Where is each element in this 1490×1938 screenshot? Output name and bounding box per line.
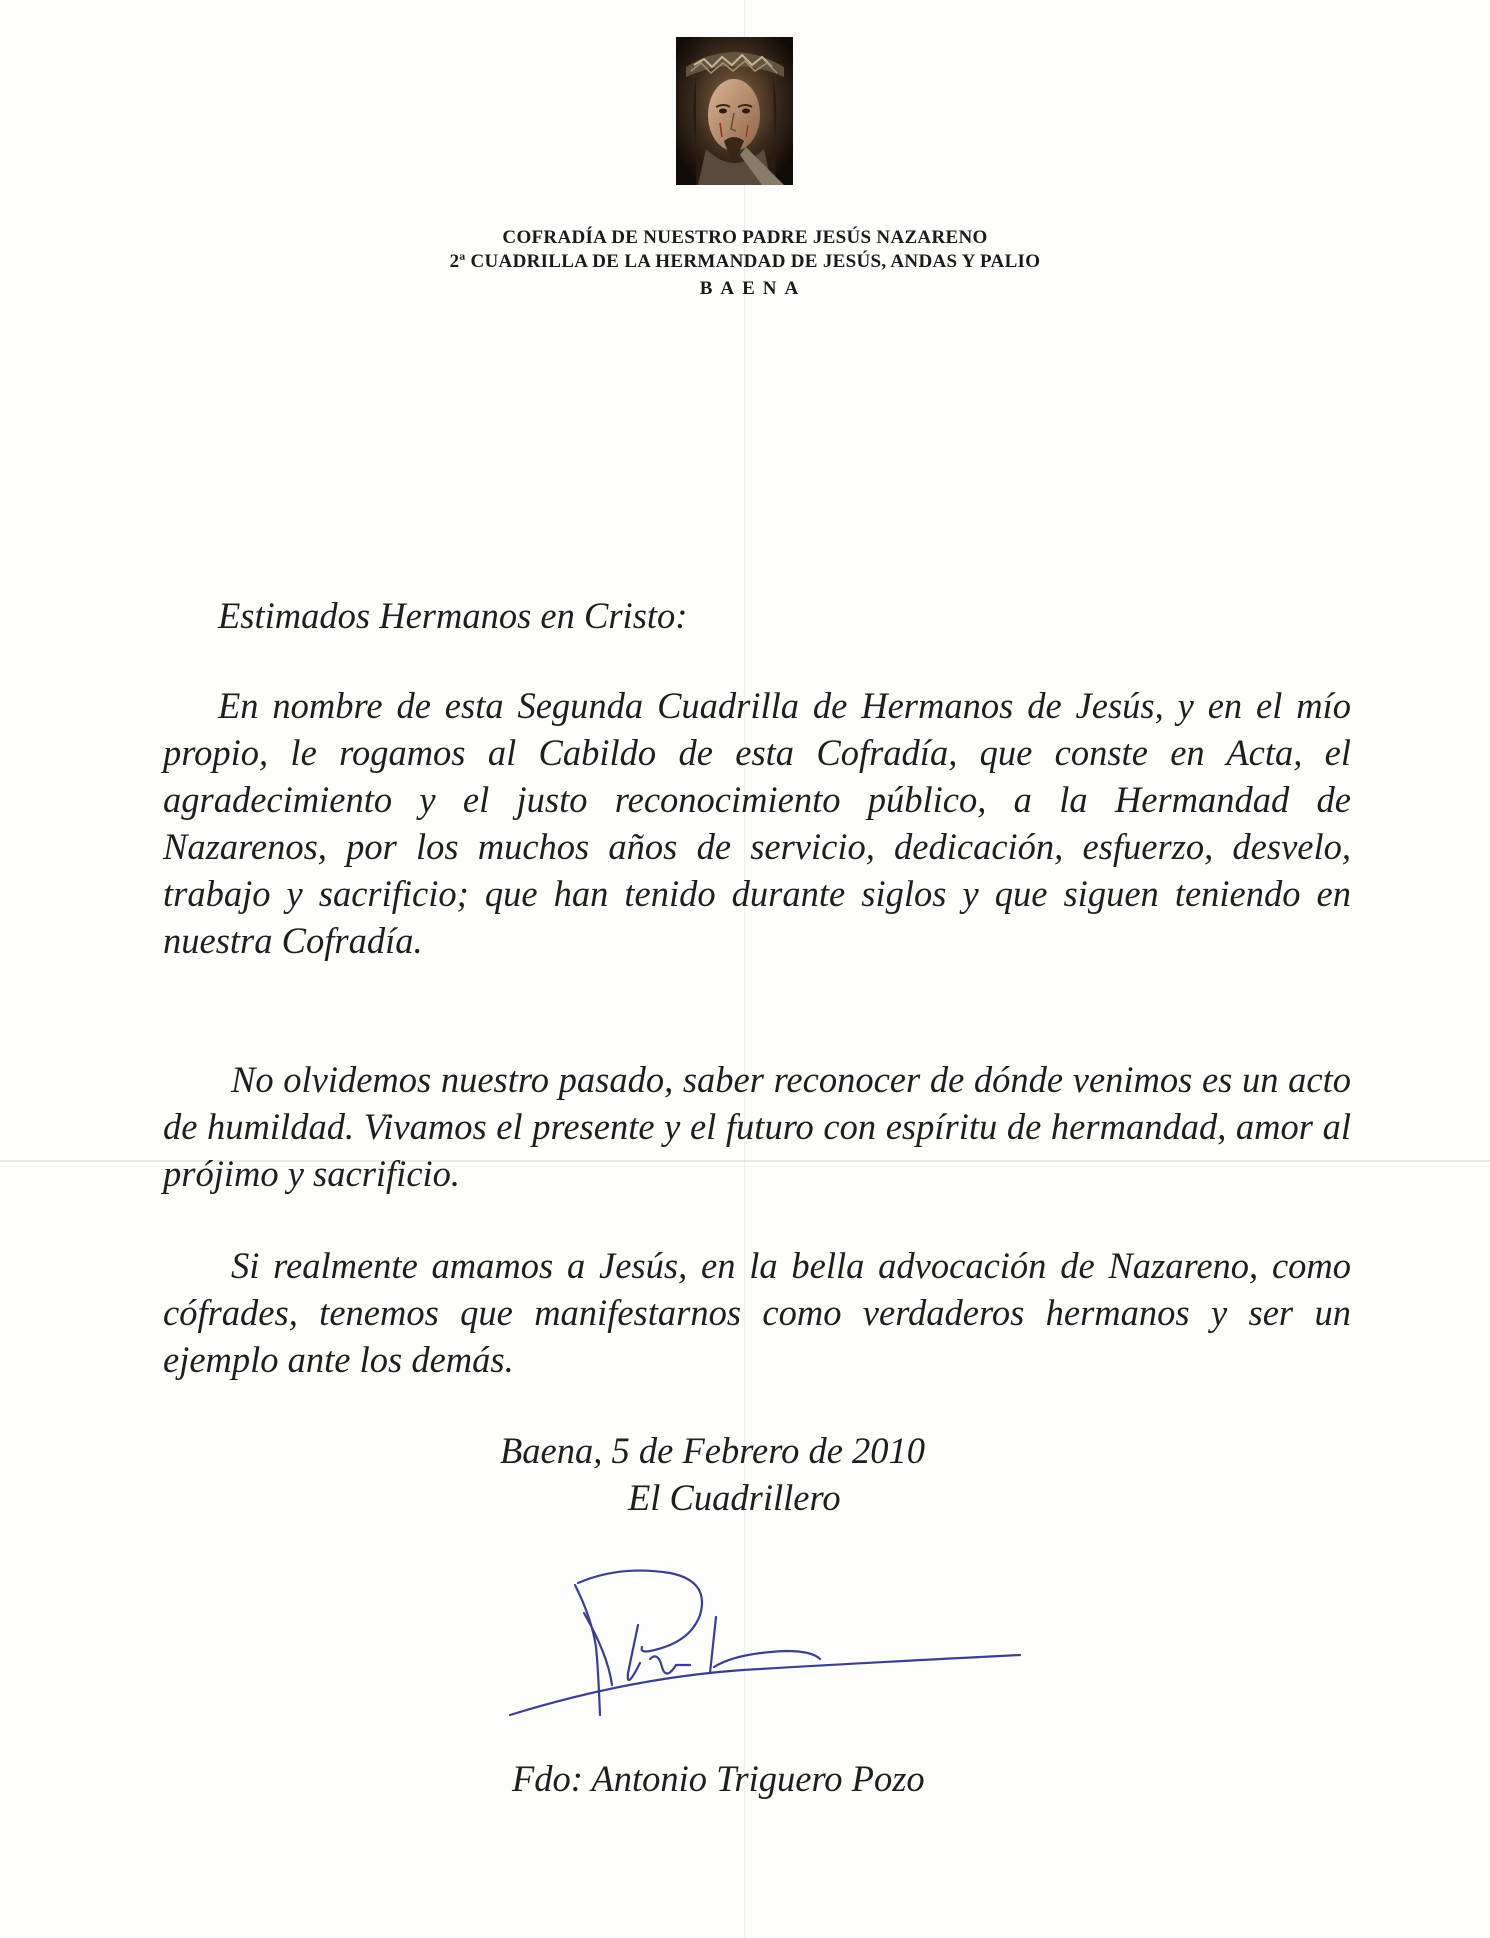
letterhead-line-3: BAENA [699,278,807,299]
nazareno-portrait-icon [676,37,793,185]
letterhead-line-1: COFRADÍA DE NUESTRO PADRE JESÚS NAZARENO [502,227,988,248]
letter-place-date: Baena, 5 de Febrero de 2010 [500,1430,926,1471]
letter-greeting: Estimados Hermanos en Cristo: [218,595,688,636]
letter-paragraph-2: No olvidemos nuestro pasado, saber reconocer de dónde venimos es un acto de humildad. Vivamos el presente y el futuro con espíritu de hermandad, amor al prójimo y sacrificio. [163,1059,1351,1194]
letter-paragraph-3: Si realmente amamos a Jesús, en la bella advocación de Nazareno, como cófrades, tenemos que manifestarnos como verdaderos hermanos y ser un ejemplo ante los demás. [163,1245,1351,1380]
letter-signed-by: Fdo: Antonio Triguero Pozo [512,1758,925,1799]
letter-signer-role: El Cuadrillero [628,1477,841,1518]
handwritten-signature [500,1555,1040,1745]
letter-paragraph-1: En nombre de esta Segunda Cuadrilla de Hermanos de Jesús, y en el mío propio, le rogamos al Cabildo de esta Cofradía, que conste en Acta, el agradecimiento y el justo reconocimiento público, a la Hermandad de Nazarenos, por los muchos años de servicio, dedicación, esfuerzo, desvelo, trabajo y sacrificio; que han tenido durante siglos y que siguen teniendo en nuestra Cofradía. [163,685,1351,961]
letterhead-line-2: 2ª CUADRILLA DE LA HERMANDAD DE JESÚS, ANDAS Y PALIO [449,251,1041,272]
